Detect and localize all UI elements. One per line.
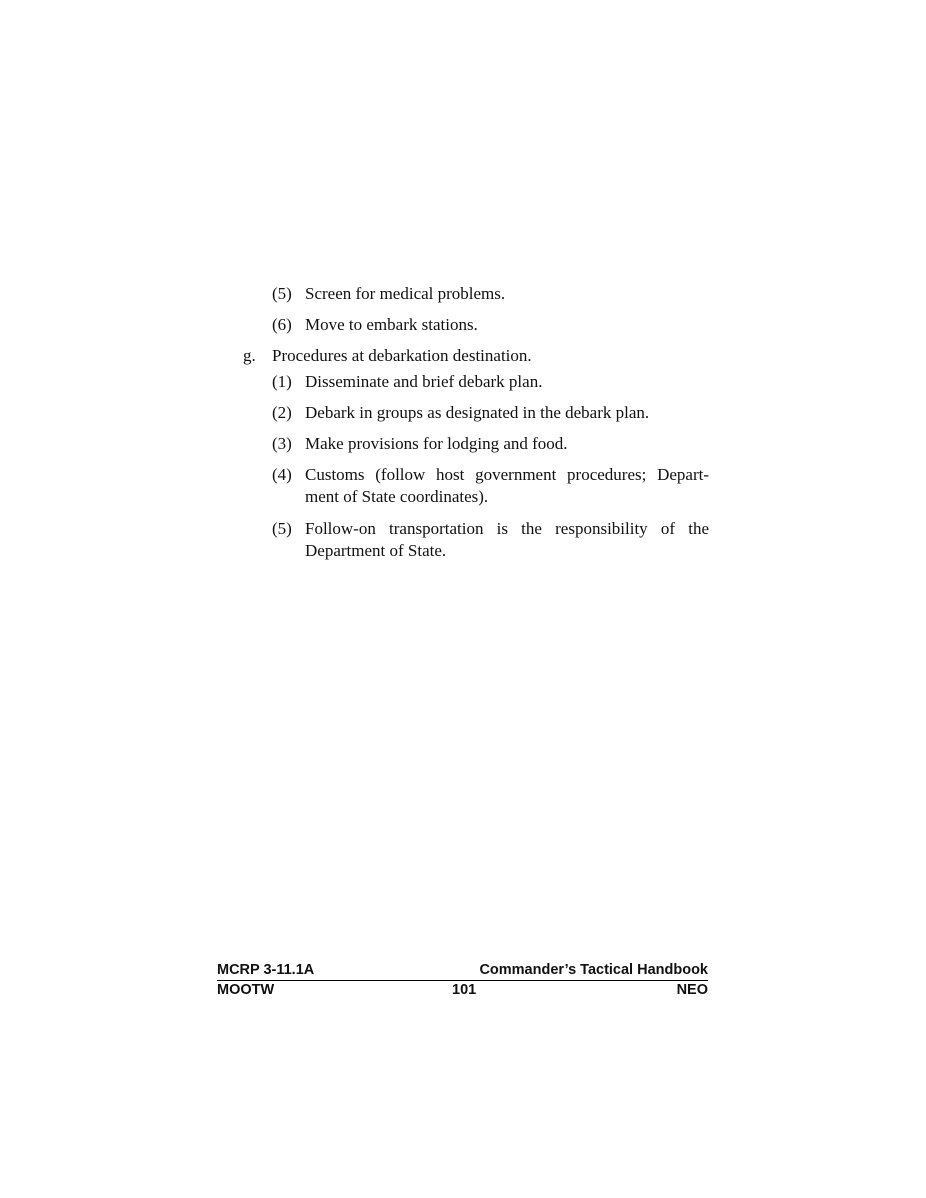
- list-item-text: Disseminate and brief debark plan.: [305, 372, 543, 391]
- footer-divider: [217, 980, 708, 981]
- list-item-number: (1): [272, 372, 292, 391]
- footer-handbook-title: Commander’s Tactical Handbook: [479, 962, 708, 978]
- list-item-number: (5): [272, 519, 292, 538]
- section-title: Procedures at debarkation destination.: [272, 346, 532, 365]
- list-item-number: (3): [272, 434, 292, 453]
- list-item-text-line1: Follow-on transportation is the responsibility of the: [305, 519, 709, 538]
- list-item-number: (4): [272, 465, 292, 484]
- footer-chapter: NEO: [676, 982, 708, 998]
- footer-page-number: 101: [452, 982, 477, 998]
- footer-top-row: [217, 962, 708, 979]
- footer-section: MOOTW: [217, 982, 275, 998]
- list-item-number: (6): [272, 315, 292, 334]
- list-item-text: Make provisions for lodging and food.: [305, 434, 568, 453]
- list-item-number: (2): [272, 403, 292, 422]
- list-item-text-line2: ment of State coordinates).: [305, 487, 489, 506]
- footer-bottom-row: [217, 982, 708, 999]
- footer-publication-number: MCRP 3-11.1A: [217, 962, 315, 978]
- list-item-text: Debark in groups as designated in the debark plan.: [305, 403, 650, 422]
- list-item-text: Move to embark stations.: [305, 315, 478, 334]
- list-item-text: Screen for medical problems.: [305, 284, 506, 303]
- list-item-number: (5): [272, 284, 292, 303]
- list-item-text-line2: Department of State.: [305, 541, 447, 560]
- list-item-text-line1: Customs (follow host government procedures; Depart-: [305, 465, 709, 484]
- section-letter: g.: [243, 346, 256, 365]
